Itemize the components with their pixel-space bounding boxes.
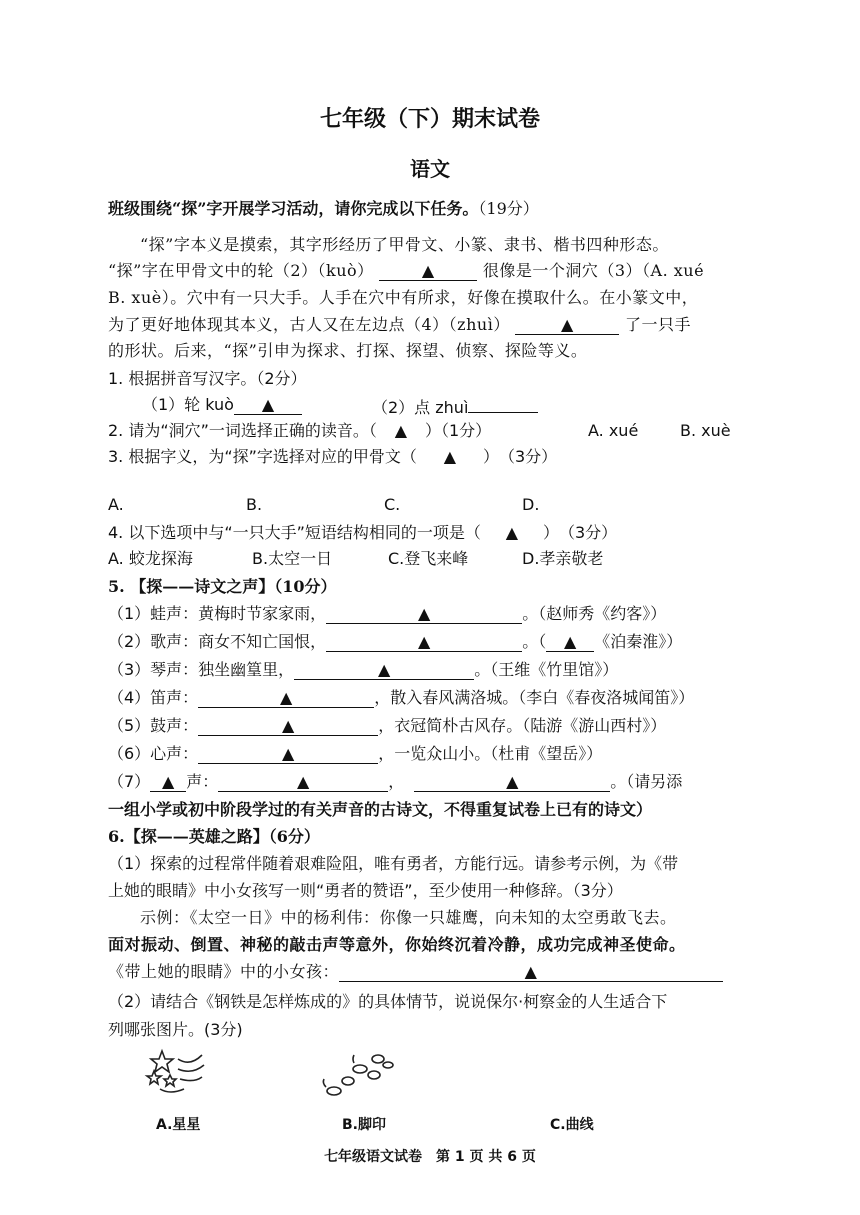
answer-blank[interactable] xyxy=(234,396,302,415)
q5-line-7 xyxy=(108,771,860,793)
poem-source: 《泊秦淮》） xyxy=(594,632,683,651)
poem-source: ，散入春风满洛城。（李白《春夜洛城闻笛》） xyxy=(374,688,695,707)
footprints-icon xyxy=(318,1045,398,1101)
caption-footprints: B.脚印 xyxy=(342,1117,386,1133)
intro-line xyxy=(108,198,860,220)
poem-prompt: （6）心声： xyxy=(108,744,199,763)
q5-heading: 5. 【探——诗文之声】（10分） xyxy=(108,577,337,596)
triangle-marker-icon: ▲ xyxy=(418,604,431,623)
q5-line-8: 一组小学或初中阶段学过的有关声音的古诗文，不得重复试卷上已有的诗文） xyxy=(108,800,653,819)
passage-line-2 xyxy=(108,260,860,282)
q1-item-b-line xyxy=(372,394,860,419)
subject-title: 语文 xyxy=(410,157,450,181)
caption-stars: A.星星 xyxy=(156,1117,201,1133)
footprints-image[interactable] xyxy=(318,1045,398,1101)
q1-item-b: （2）点 zhuì xyxy=(372,398,469,417)
page-footer: 七年级语文试卷 第 1 页 共 6 页 xyxy=(324,1149,536,1165)
q1-stem: 1. 根据拼音写汉字。（2分） xyxy=(108,369,307,388)
answer-prompt: 《带上她的眼睛》中的小女孩： xyxy=(108,962,340,981)
answer-blank[interactable] xyxy=(515,316,619,335)
q6-example-line-1: 示例：《太空一日》中的杨利伟：你像一只雄鹰，向未知的太空勇敢飞去。 xyxy=(140,908,677,927)
answer-blank[interactable] xyxy=(468,394,538,413)
passage-line-1: “探”字本义是摸索，其字形经历了甲骨文、小篆、隶书、楷书四种形态。 xyxy=(140,235,669,254)
poem-source: ，衣冠简朴古风存。（陆游《游山西村》） xyxy=(378,716,667,735)
exam-title: 七年级（下）期末试卷 xyxy=(319,106,540,132)
triangle-marker-icon: ▲ xyxy=(280,688,293,707)
poem-source: 。（ xyxy=(522,632,547,651)
answer-blank[interactable] xyxy=(339,963,723,982)
answer-blank[interactable] xyxy=(198,745,378,764)
q5-line-5 xyxy=(108,715,860,737)
triangle-marker-icon: ▲ xyxy=(297,772,310,791)
q3-line xyxy=(108,446,860,468)
triangle-marker-icon: ▲ xyxy=(564,632,577,651)
triangle-marker-icon: ▲ xyxy=(505,523,519,542)
q4-option-d[interactable]: D.孝亲敬老 xyxy=(522,549,604,568)
triangle-marker-icon: ▲ xyxy=(524,962,538,981)
triangle-marker-icon: ▲ xyxy=(378,660,391,679)
triangle-marker-icon: ▲ xyxy=(261,395,275,414)
q6-p2-line-1: （2）请结合《钢铁是怎样炼成的》的具体情节，说说保尔·柯察金的人生适合下 xyxy=(108,992,668,1011)
answer-blank[interactable] xyxy=(414,773,610,792)
q2-option-a[interactable]: A. xué xyxy=(588,421,639,440)
q4-score: ） （3分） xyxy=(542,523,618,542)
answer-slot[interactable] xyxy=(377,420,425,442)
passage-line-5: 的形状。后来，“探”引申为探求、打探、探望、侦察、探险等义。 xyxy=(108,341,588,360)
q5-line-1 xyxy=(108,603,860,625)
q1-item-a: （1）轮 kuò xyxy=(142,395,234,414)
q4-line xyxy=(108,522,860,544)
q5-line-6 xyxy=(108,743,860,765)
q6-example-line-2: 面对振动、倒置、神秘的敲击声等意外，你始终沉着冷静，成功完成神圣使命。 xyxy=(108,935,686,954)
poem-source: ，一览众山小。（杜甫《望岳》） xyxy=(378,744,603,763)
q6-p1-line-2: 上她的眼睛》中小女孩写一则“勇者的赞语”，至少使用一种修辞。（3分） xyxy=(108,881,623,900)
poem-prompt: （2）歌声：商女不知亡国恨， xyxy=(108,632,327,651)
passage-line-3: B. xuè）。穴中有一只大手。人手在穴中有所求，好像在摸取什么。在小篆文中， xyxy=(108,288,699,307)
q4-option-c[interactable]: C.登飞来峰 xyxy=(388,549,469,568)
stars-image[interactable] xyxy=(140,1045,210,1101)
triangle-marker-icon: ▲ xyxy=(418,632,431,651)
q4-option-b[interactable]: B.太空一日 xyxy=(252,549,333,568)
poem-source: 。（王维《竹里馆》） xyxy=(474,660,619,679)
answer-blank[interactable] xyxy=(294,661,474,680)
q3-score: ） （3分） xyxy=(482,447,558,466)
q4-stem: 4. 以下选项中与“一只大手”短语结构相同的一项是（ xyxy=(108,523,481,542)
triangle-marker-icon: ▲ xyxy=(443,447,457,466)
q2-score: ）（1分） xyxy=(424,421,492,440)
q3-option-b[interactable]: B. xyxy=(246,495,263,514)
triangle-marker-icon: ▲ xyxy=(162,772,175,791)
caption-curve: C.曲线 xyxy=(550,1117,594,1133)
triangle-marker-icon: ▲ xyxy=(282,716,295,735)
q3-option-c[interactable]: C. xyxy=(384,495,401,514)
triangle-marker-icon: ▲ xyxy=(506,772,519,791)
answer-blank[interactable] xyxy=(218,773,388,792)
poem-punct: ， xyxy=(388,772,405,791)
q6-p2-line-2: 列哪张图片。(3分) xyxy=(108,1020,243,1039)
poem-prompt: 声： xyxy=(186,772,219,791)
poem-prompt: （5）鼓声： xyxy=(108,716,199,735)
triangle-marker-icon: ▲ xyxy=(394,421,408,440)
answer-blank[interactable] xyxy=(198,689,374,708)
q2-stem: 2. 请为“洞穴”一词选择正确的读音。（ xyxy=(108,421,377,440)
poem-prompt: （1）蛙声：黄梅时节家家雨， xyxy=(108,604,327,623)
intro-score: （19分） xyxy=(478,199,539,218)
poem-source: 。（赵师秀《约客》） xyxy=(522,604,667,623)
poem-prompt: （3）琴声：独坐幽篁里， xyxy=(108,660,295,679)
q6-heading: 6.【探——英雄之路】（6分） xyxy=(108,827,320,846)
answer-slot[interactable] xyxy=(417,446,483,468)
q5-line-3 xyxy=(108,659,860,681)
q5-line-4 xyxy=(108,687,860,709)
poem-prompt: （4）笛声： xyxy=(108,688,199,707)
triangle-marker-icon: ▲ xyxy=(561,315,574,334)
q5-line-2 xyxy=(108,631,860,653)
stars-icon xyxy=(140,1045,210,1101)
passage-text: “探”字在甲骨文中的轮（2）（kuò） xyxy=(108,261,374,280)
q6-p1-line-1: （1）探索的过程常伴随着艰难险阻，唯有勇者，方能行远。请参考示例，为《带 xyxy=(108,854,679,873)
passage-line-4 xyxy=(108,314,860,336)
answer-blank[interactable] xyxy=(379,262,477,281)
poem-note: 。（请另添 xyxy=(610,772,683,791)
q3-stem: 3. 根据字义，为“探”字选择对应的甲骨文（ xyxy=(108,447,417,466)
q6-answer-line xyxy=(108,961,860,983)
triangle-marker-icon: ▲ xyxy=(282,744,295,763)
answer-blank[interactable] xyxy=(326,633,522,652)
intro-heading: 班级围绕“探”字开展学习活动，请你完成以下任务。 xyxy=(108,199,479,218)
answer-blank[interactable] xyxy=(326,605,522,624)
q3-option-a[interactable]: A. xyxy=(108,495,124,514)
q2-option-b[interactable]: B. xuè xyxy=(680,421,731,440)
passage-text: 为了更好地体现其本义，古人又在左边点（4）（zhuì） xyxy=(108,315,510,334)
author-blank[interactable] xyxy=(546,633,594,652)
q3-option-d[interactable]: D. xyxy=(522,495,540,514)
answer-slot[interactable] xyxy=(481,522,543,544)
q4-option-a[interactable]: A. 蛟龙探海 xyxy=(108,549,193,568)
passage-text: 了一只手 xyxy=(625,315,692,334)
triangle-marker-icon: ▲ xyxy=(421,261,435,280)
poem-prompt: （7） xyxy=(108,772,151,791)
answer-blank[interactable] xyxy=(198,717,378,736)
sound-blank[interactable] xyxy=(150,773,186,792)
passage-text: 很像是一个洞穴（3）（A. xué xyxy=(482,261,705,280)
